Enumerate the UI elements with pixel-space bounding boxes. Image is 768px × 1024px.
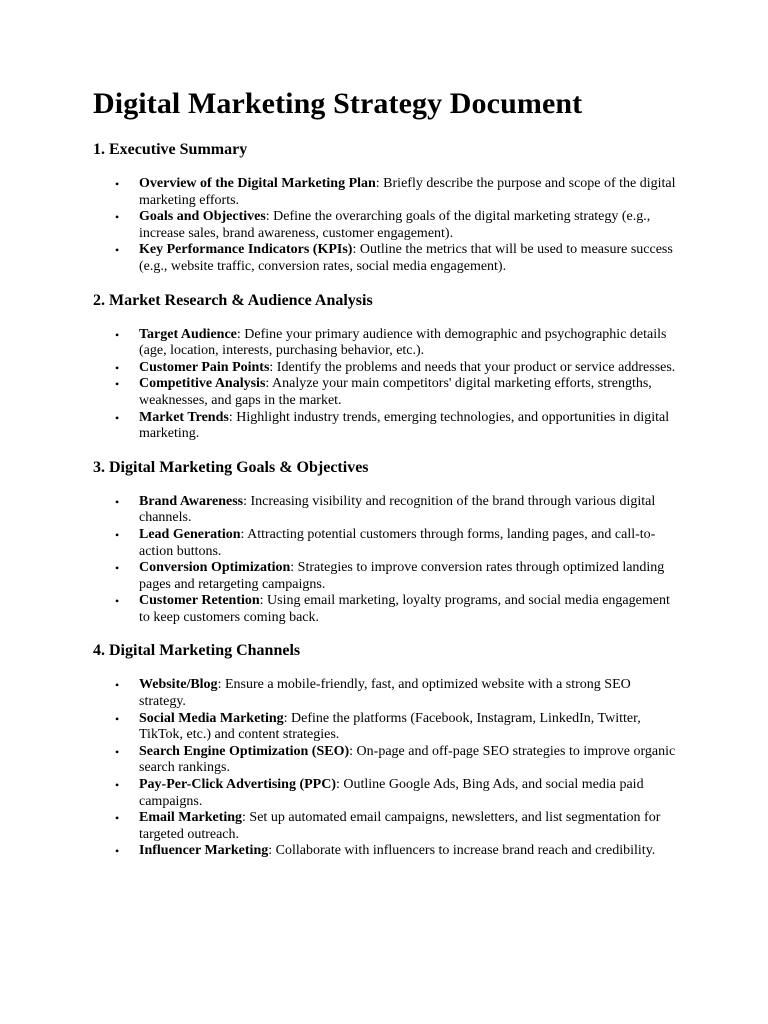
- item-text: : Highlight industry trends, emerging technologies, and opportunities in digital marketing.: [139, 409, 670, 442]
- section-heading-market-research: 2. Market Research & Audience Analysis: [93, 291, 373, 309]
- list-item: [93, 376, 678, 409]
- list-item: [93, 560, 678, 593]
- item-text: : Define the platforms (Facebook, Instagram, LinkedIn, Twitter, TikTok, etc.) and content strategies.: [139, 710, 641, 743]
- list-item: [93, 209, 678, 242]
- section-heading-executive-summary: 1. Executive Summary: [93, 141, 248, 158]
- bullet-icon: •: [115, 711, 120, 726]
- item-term: Key Performance Indicators (KPIs): [139, 242, 353, 258]
- item-term: Overview of the Digital Marketing Plan: [139, 176, 376, 191]
- item-text: : Define the overarching goals of the digital marketing strategy (e.g., increase sales, brand awareness, customer engagement).: [139, 209, 651, 241]
- bullet-icon: •: [115, 778, 120, 793]
- bullet-icon: •: [115, 210, 120, 225]
- bullet-icon: •: [115, 678, 120, 693]
- list-item: [93, 176, 678, 209]
- item-term: Competitive Analysis: [139, 376, 266, 392]
- section-list-channels: [93, 677, 678, 860]
- item-term: Search Engine Optimization (SEO): [139, 743, 350, 759]
- item-text: : Strategies to improve conversion rates through optimized landing pages and retargeting campaigns.: [139, 560, 665, 592]
- section-list-executive-summary: [93, 176, 678, 276]
- list-item: [93, 527, 678, 560]
- list-item: [93, 677, 678, 710]
- item-term: Target Audience: [139, 326, 237, 342]
- bullet-icon: •: [115, 811, 120, 826]
- bullet-icon: •: [115, 744, 120, 759]
- list-item: [93, 810, 678, 843]
- item-text: : Increasing visibility and recognition of the brand through various digital channels.: [139, 493, 656, 526]
- document-title: Digital Marketing Strategy Document: [93, 87, 583, 120]
- bullet-icon: •: [115, 360, 120, 375]
- item-term: Email Marketing: [139, 810, 243, 826]
- item-term: Customer Pain Points: [139, 359, 270, 375]
- list-item: [93, 327, 678, 360]
- bullet-icon: •: [115, 844, 120, 859]
- list-item: [93, 777, 678, 810]
- item-term: Customer Retention: [139, 593, 260, 609]
- list-item: [93, 593, 678, 626]
- item-term: Brand Awareness: [139, 493, 244, 509]
- bullet-icon: •: [115, 327, 120, 342]
- item-term: Lead Generation: [139, 526, 241, 542]
- item-text: : Analyze your main competitors' digital marketing efforts, strengths, weaknesses, and gaps in the market.: [139, 376, 652, 408]
- bullet-icon: •: [115, 243, 120, 258]
- bullet-icon: •: [115, 561, 120, 576]
- item-text: : Outline Google Ads, Bing Ads, and social media paid campaigns.: [139, 777, 644, 809]
- item-term: Goals and Objectives: [139, 209, 266, 225]
- item-text: : Using email marketing, loyalty programs, and social media engagement to keep customers coming back.: [139, 593, 670, 625]
- item-text: : Outline the metrics that will be used to measure success (e.g., website traffic, conversion rates, social media engagement).: [139, 242, 673, 274]
- item-term: Influencer Marketing: [139, 843, 269, 859]
- item-term: Social Media Marketing: [139, 710, 284, 726]
- list-item: [93, 360, 678, 377]
- list-item: [93, 744, 678, 777]
- list-item: [93, 242, 678, 275]
- item-term: Market Trends: [139, 409, 229, 425]
- bullet-icon: •: [115, 494, 120, 509]
- item-text: : Briefly describe the purpose and scope of the digital marketing efforts.: [139, 176, 676, 208]
- bullet-icon: •: [115, 527, 120, 542]
- item-term: Pay-Per-Click Advertising (PPC): [139, 777, 336, 793]
- item-term: Conversion Optimization: [139, 560, 291, 576]
- bullet-icon: •: [115, 594, 120, 609]
- section-list-goals-objectives: [93, 494, 678, 627]
- item-text: : Attracting potential customers through forms, landing pages, and call-to-action buttons.: [139, 526, 656, 559]
- list-item: [93, 711, 678, 744]
- item-text: : On-page and off-page SEO strategies to improve organic search rankings.: [139, 743, 676, 776]
- item-text: : Define your primary audience with demographic and psychographic details (age, location, interests, purchasing behavior, etc.).: [139, 326, 667, 359]
- bullet-icon: •: [115, 410, 120, 425]
- bullet-icon: •: [115, 177, 120, 191]
- list-item: [93, 410, 678, 443]
- list-item: [93, 843, 678, 860]
- item-term: Website/Blog: [139, 677, 218, 693]
- section-heading-goals-objectives: 3. Digital Marketing Goals & Objectives: [93, 458, 369, 476]
- item-text: : Identify the problems and needs that your product or service addresses.: [269, 359, 676, 375]
- item-text: : Collaborate with influencers to increase brand reach and credibility.: [268, 843, 656, 859]
- item-text: : Ensure a mobile-friendly, fast, and optimized website with a strong SEO strategy.: [139, 677, 631, 710]
- section-heading-channels: 4. Digital Marketing Channels: [93, 642, 301, 660]
- bullet-icon: •: [115, 377, 120, 392]
- list-item: [93, 494, 678, 527]
- item-text: : Set up automated email campaigns, newsletters, and list segmentation for targeted outreach.: [139, 810, 661, 842]
- section-list-market-research: [93, 327, 678, 443]
